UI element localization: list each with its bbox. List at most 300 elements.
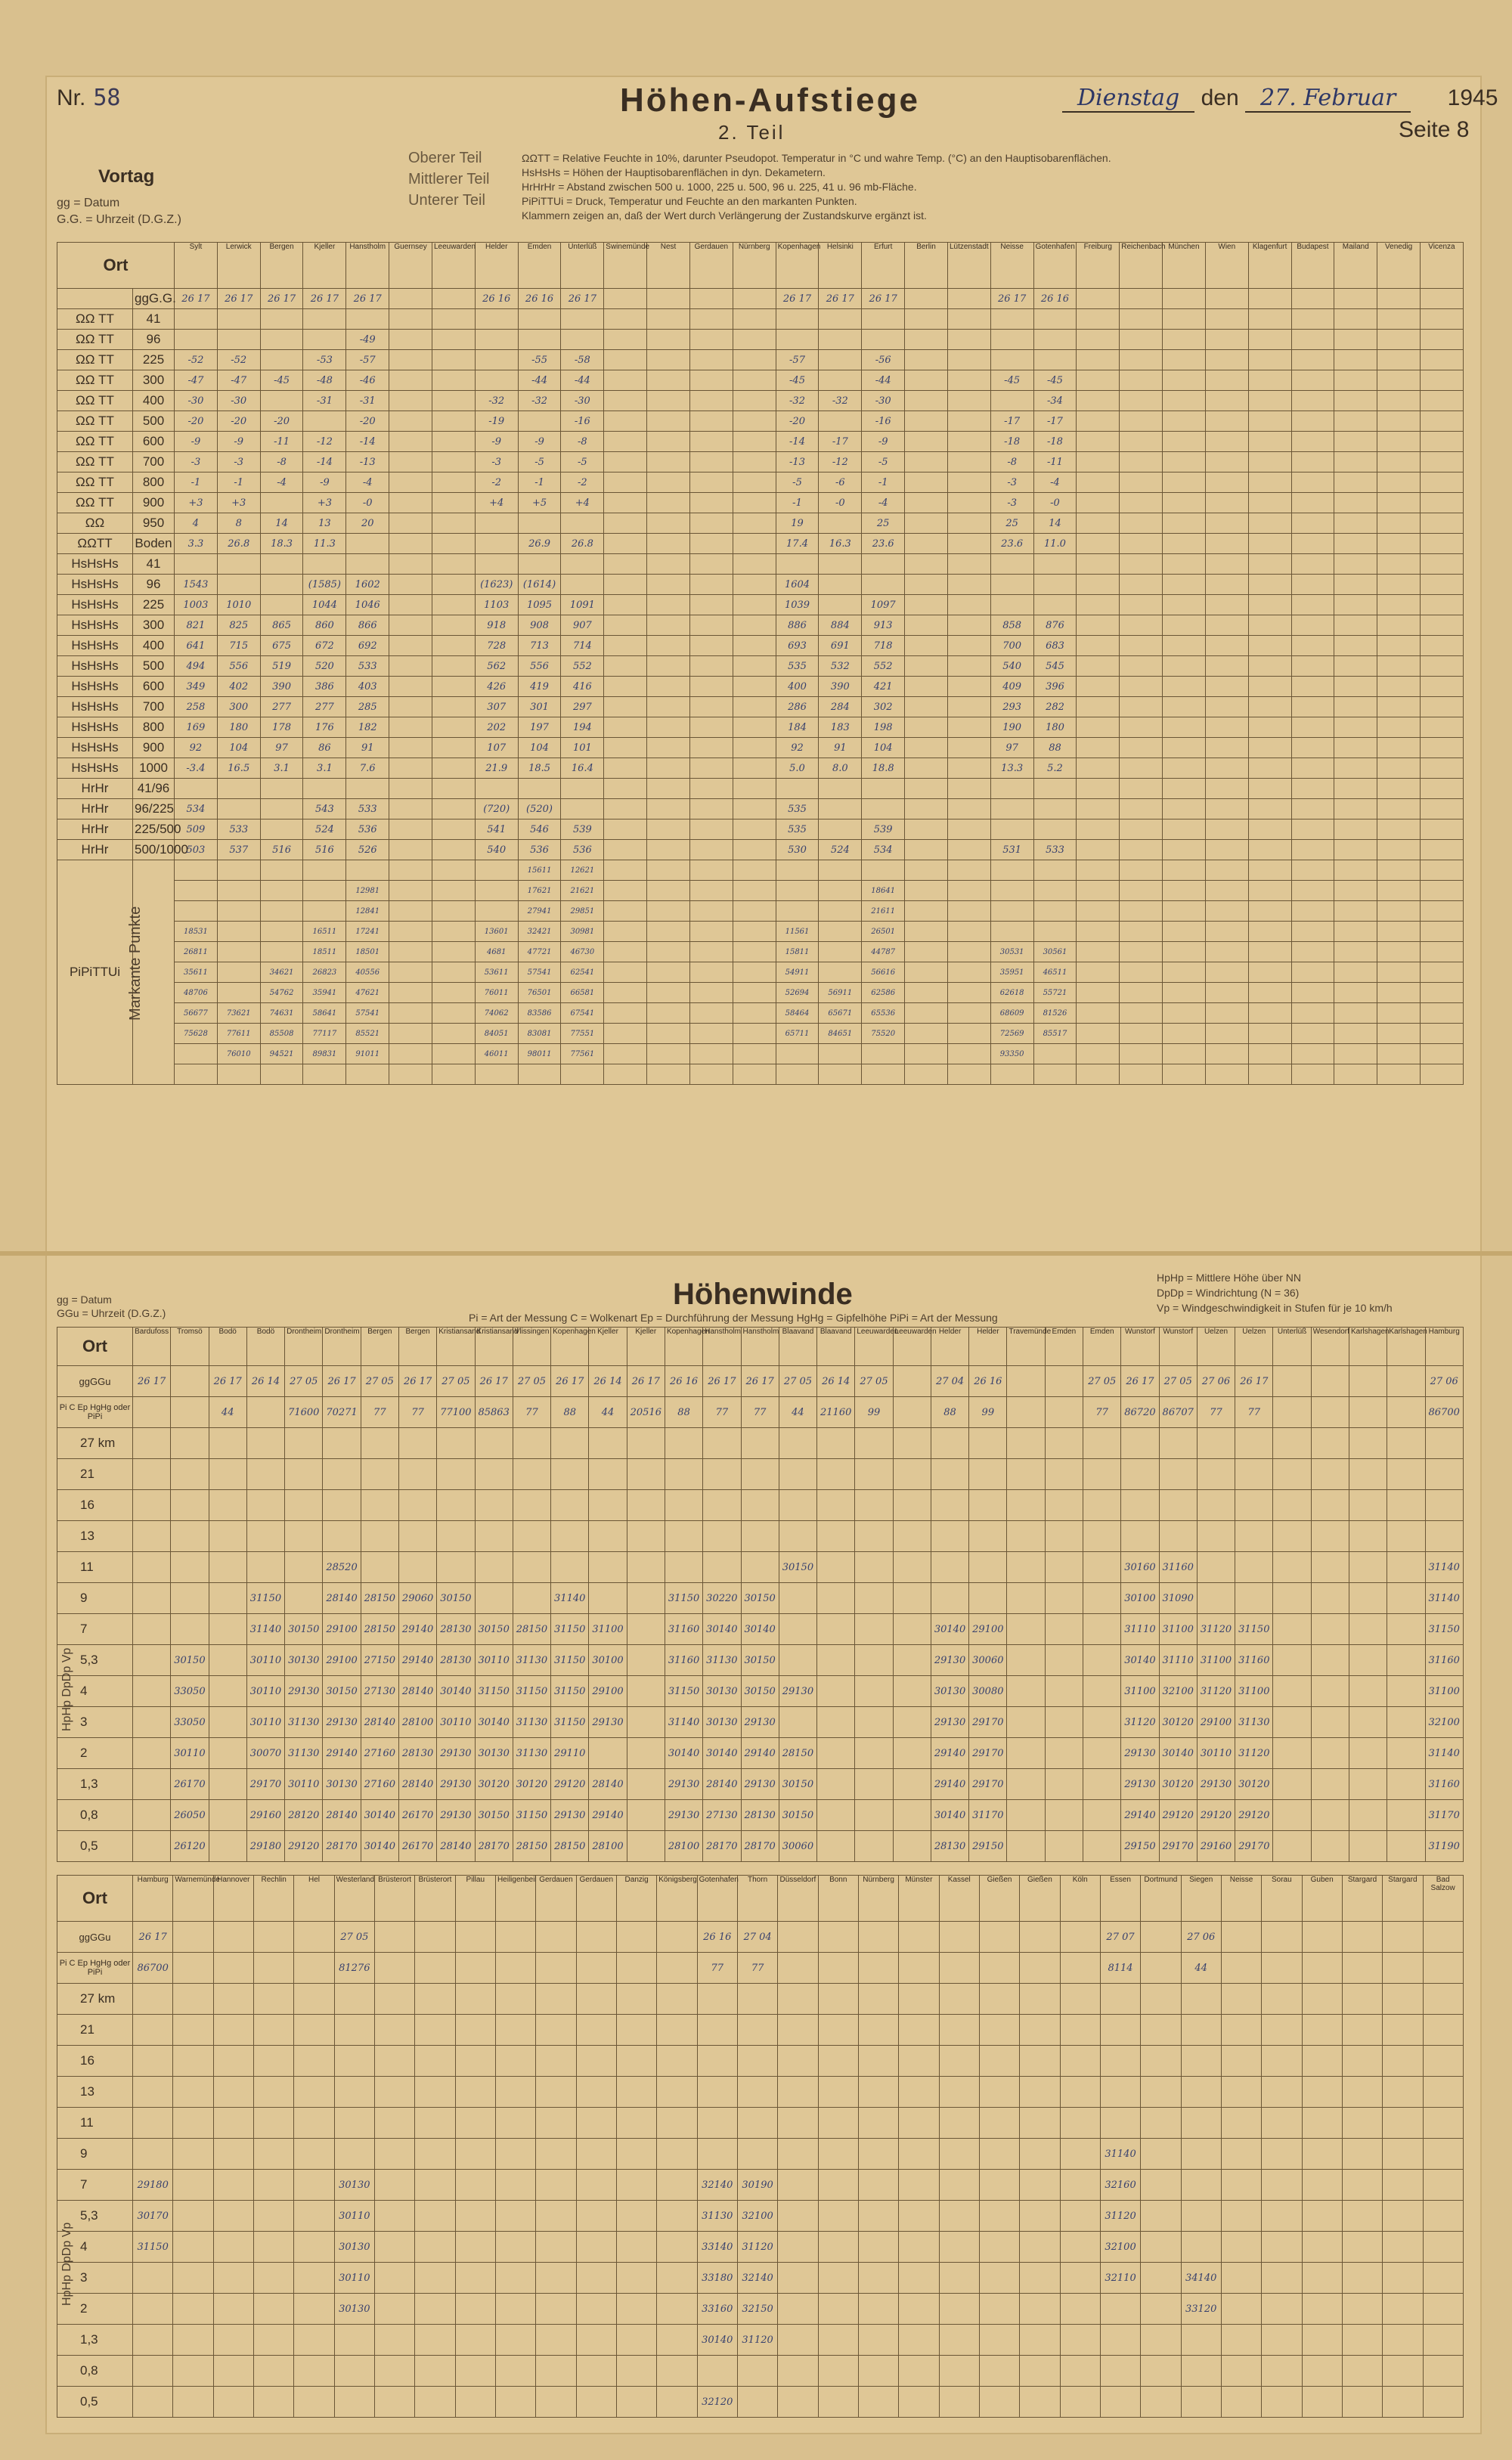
- data-cell: [415, 1984, 455, 2015]
- data-cell: [1423, 2170, 1463, 2201]
- data-cell: 5.0: [776, 758, 819, 779]
- data-cell: 30150: [285, 1614, 323, 1645]
- city-header: Bardufoss: [133, 1328, 171, 1366]
- data-cell: [1349, 1428, 1387, 1459]
- data-cell: [1120, 554, 1163, 575]
- data-cell: [175, 901, 218, 922]
- data-cell: [1342, 1922, 1382, 1953]
- data-cell: [576, 2170, 616, 2201]
- data-cell: 918: [475, 615, 518, 636]
- winde-legend-right: [1157, 1270, 1393, 1315]
- data-cell: [1383, 2139, 1423, 2170]
- data-cell: 31130: [513, 1645, 550, 1676]
- data-cell: [374, 2108, 414, 2139]
- data-cell: [1020, 2325, 1060, 2356]
- data-cell: [1291, 860, 1334, 881]
- data-cell: -32: [518, 391, 561, 411]
- data-cell: [1120, 697, 1163, 717]
- data-cell: -14: [776, 432, 819, 452]
- data-cell: [1120, 779, 1163, 799]
- data-cell: [1083, 1428, 1121, 1459]
- data-cell: [133, 1769, 171, 1800]
- data-cell: +3: [303, 493, 346, 513]
- data-cell: [817, 1769, 855, 1800]
- data-cell: -8: [561, 432, 604, 452]
- data-cell: [1060, 2015, 1100, 2046]
- data-cell: [1349, 1366, 1387, 1397]
- data-cell: [657, 1922, 697, 1953]
- data-cell: 908: [518, 615, 561, 636]
- data-cell: [931, 1428, 968, 1459]
- data-cell: [733, 779, 776, 799]
- data-cell: 84051: [475, 1024, 518, 1044]
- data-cell: 641: [175, 636, 218, 656]
- data-cell: 77100: [437, 1397, 475, 1428]
- data-cell: [905, 677, 948, 697]
- data-cell: [858, 2077, 898, 2108]
- data-cell: [1083, 1614, 1121, 1645]
- data-cell: [217, 962, 260, 983]
- data-cell: [173, 2263, 213, 2294]
- data-cell: [905, 758, 948, 779]
- data-cell: [432, 289, 475, 309]
- data-cell: [899, 2077, 939, 2108]
- city-header: Vicenza: [1421, 243, 1464, 289]
- data-cell: [1377, 799, 1421, 819]
- data-cell: [1020, 2077, 1060, 2108]
- data-cell: [689, 534, 733, 554]
- data-cell: [818, 2046, 858, 2077]
- data-cell: [1159, 1428, 1197, 1459]
- data-cell: [1387, 1676, 1425, 1707]
- data-cell: [604, 901, 647, 922]
- data-cell: [1377, 513, 1421, 534]
- data-cell: 400: [776, 677, 819, 697]
- data-cell: 715: [217, 636, 260, 656]
- data-cell: [561, 779, 604, 799]
- data-cell: 88: [931, 1397, 968, 1428]
- row-level-label: 41: [133, 554, 175, 575]
- data-cell: 545: [1033, 656, 1077, 677]
- data-cell: [133, 2077, 173, 2108]
- data-cell: [1163, 942, 1206, 962]
- data-cell: [1120, 636, 1163, 656]
- data-cell: [1077, 758, 1120, 779]
- data-cell: [1291, 962, 1334, 983]
- data-cell: [862, 575, 905, 595]
- table-row: [57, 534, 1464, 554]
- data-cell: [733, 330, 776, 350]
- data-cell: 28150: [551, 1831, 589, 1862]
- data-cell: [1120, 370, 1163, 391]
- data-cell: [733, 636, 776, 656]
- data-cell: 27 05: [285, 1366, 323, 1397]
- data-cell: [817, 1428, 855, 1459]
- data-cell: [1334, 860, 1377, 881]
- data-cell: [217, 575, 260, 595]
- data-cell: [437, 1459, 475, 1490]
- data-cell: -20: [217, 411, 260, 432]
- data-cell: [1349, 1397, 1387, 1428]
- data-cell: 30100: [1121, 1583, 1159, 1614]
- data-cell: [1377, 595, 1421, 615]
- data-cell: [733, 881, 776, 901]
- data-cell: [689, 472, 733, 493]
- data-cell: [1421, 330, 1464, 350]
- data-cell: [415, 2325, 455, 2356]
- data-cell: [1273, 1769, 1311, 1800]
- data-cell: [437, 1552, 475, 1583]
- data-cell: [246, 1397, 284, 1428]
- data-cell: [1248, 779, 1291, 799]
- data-cell: [1235, 1552, 1273, 1583]
- data-cell: [1311, 1707, 1349, 1738]
- data-cell: [213, 2232, 253, 2263]
- data-cell: 46011: [475, 1044, 518, 1064]
- data-cell: [604, 330, 647, 350]
- city-header: Wunstorf: [1121, 1328, 1159, 1366]
- data-cell: 29100: [323, 1614, 361, 1645]
- data-cell: [947, 411, 990, 432]
- data-cell: [947, 452, 990, 472]
- data-cell: [1077, 472, 1120, 493]
- data-cell: [1334, 697, 1377, 717]
- data-cell: [1120, 1044, 1163, 1064]
- data-cell: [616, 2170, 656, 2201]
- data-cell: [1421, 717, 1464, 738]
- data-cell: [1007, 1800, 1045, 1831]
- data-cell: 1095: [518, 595, 561, 615]
- row-group-label: HsHsHs: [57, 554, 133, 575]
- data-cell: [689, 738, 733, 758]
- data-cell: [1383, 2356, 1423, 2387]
- data-cell: 75628: [175, 1024, 218, 1044]
- data-cell: 1003: [175, 595, 218, 615]
- data-cell: [432, 493, 475, 513]
- data-cell: [1377, 779, 1421, 799]
- data-cell: [862, 330, 905, 350]
- data-cell: [576, 2201, 616, 2232]
- legend-text: [522, 151, 1111, 223]
- data-cell: [455, 2077, 495, 2108]
- data-cell: [817, 1614, 855, 1645]
- data-cell: [346, 860, 389, 881]
- data-cell: [1262, 2139, 1302, 2170]
- data-cell: [947, 922, 990, 942]
- table-row: [57, 2232, 1464, 2263]
- data-cell: [1120, 493, 1163, 513]
- data-cell: [495, 1922, 535, 1953]
- data-cell: [1349, 1831, 1387, 1862]
- data-cell: [1141, 2356, 1181, 2387]
- data-cell: [536, 2263, 576, 2294]
- data-cell: 52694: [776, 983, 819, 1003]
- data-cell: [1045, 1459, 1083, 1490]
- data-cell: [990, 860, 1033, 881]
- data-cell: [931, 1490, 968, 1521]
- data-cell: [689, 799, 733, 819]
- data-cell: [741, 1552, 779, 1583]
- data-cell: [899, 2046, 939, 2077]
- data-cell: [1291, 799, 1334, 819]
- data-cell: [133, 1984, 173, 2015]
- data-cell: [819, 575, 862, 595]
- data-cell: [213, 2170, 253, 2201]
- data-cell: [213, 1922, 253, 1953]
- data-cell: [1205, 493, 1248, 513]
- data-cell: [1425, 1521, 1463, 1552]
- data-cell: [1425, 1428, 1463, 1459]
- data-cell: [858, 2232, 898, 2263]
- city-header: Brüsterort: [415, 1876, 455, 1922]
- data-cell: [303, 330, 346, 350]
- data-cell: [389, 472, 432, 493]
- data-cell: [647, 799, 690, 819]
- data-cell: [1033, 575, 1077, 595]
- data-cell: [389, 656, 432, 677]
- data-cell: 14: [260, 513, 303, 534]
- data-cell: [627, 1583, 665, 1614]
- data-cell: 8114: [1100, 1953, 1140, 1984]
- data-cell: [536, 1922, 576, 1953]
- row-level-label: 1000: [133, 758, 175, 779]
- data-cell: [647, 289, 690, 309]
- data-cell: 30140: [361, 1800, 398, 1831]
- data-cell: [1334, 942, 1377, 962]
- data-cell: [855, 1552, 893, 1583]
- data-cell: [334, 2108, 374, 2139]
- data-cell: [1334, 370, 1377, 391]
- data-cell: [346, 534, 389, 554]
- data-cell: [1248, 554, 1291, 575]
- data-cell: [1221, 2325, 1261, 2356]
- data-cell: [1121, 1490, 1159, 1521]
- data-cell: -14: [346, 432, 389, 452]
- data-cell: [604, 860, 647, 881]
- data-cell: [1007, 1738, 1045, 1769]
- data-cell: -47: [175, 370, 218, 391]
- data-cell: [990, 881, 1033, 901]
- data-cell: [1141, 2170, 1181, 2201]
- data-cell: 29130: [931, 1645, 968, 1676]
- pc-row: [57, 1953, 1464, 1984]
- table-row: [57, 922, 1464, 942]
- data-cell: [647, 493, 690, 513]
- data-cell: [1007, 1552, 1045, 1583]
- data-cell: [1248, 983, 1291, 1003]
- data-cell: [776, 881, 819, 901]
- data-cell: [1083, 1552, 1121, 1583]
- city-header: Wesendorf: [1311, 1328, 1349, 1366]
- data-cell: [1060, 2294, 1100, 2325]
- data-cell: [1205, 472, 1248, 493]
- data-cell: [1262, 2356, 1302, 2387]
- data-cell: 91: [346, 738, 389, 758]
- level-label: 7: [57, 1614, 133, 1645]
- data-cell: 29100: [589, 1676, 627, 1707]
- data-cell: [905, 411, 948, 432]
- data-cell: 30110: [285, 1769, 323, 1800]
- data-cell: [260, 799, 303, 819]
- data-cell: [1163, 595, 1206, 615]
- data-cell: [1248, 922, 1291, 942]
- data-cell: 70271: [323, 1397, 361, 1428]
- data-cell: [303, 881, 346, 901]
- data-cell: [475, 309, 518, 330]
- data-cell: 77: [703, 1397, 741, 1428]
- data-cell: [627, 1459, 665, 1490]
- data-cell: [495, 2046, 535, 2077]
- data-cell: [1045, 1366, 1083, 1397]
- data-cell: [1291, 901, 1334, 922]
- data-cell: 65671: [819, 1003, 862, 1024]
- data-cell: [455, 2108, 495, 2139]
- city-header: Klagenfurt: [1248, 243, 1291, 289]
- data-cell: [1120, 452, 1163, 472]
- data-cell: [1141, 2263, 1181, 2294]
- data-cell: 26120: [171, 1831, 209, 1862]
- data-cell: [213, 2356, 253, 2387]
- table-row: [57, 758, 1464, 779]
- data-cell: [1248, 289, 1291, 309]
- data-cell: [1163, 350, 1206, 370]
- data-cell: [475, 860, 518, 881]
- data-cell: [1060, 2170, 1100, 2201]
- data-cell: [536, 1984, 576, 2015]
- data-cell: [657, 2387, 697, 2418]
- data-cell: 29150: [1121, 1831, 1159, 1862]
- data-cell: 31140: [665, 1707, 702, 1738]
- data-cell: 4681: [475, 942, 518, 962]
- level-label: 13: [57, 1521, 133, 1552]
- data-cell: [260, 1064, 303, 1085]
- data-cell: [518, 411, 561, 432]
- data-cell: 26 14: [246, 1366, 284, 1397]
- data-cell: [133, 2356, 173, 2387]
- data-cell: [778, 1922, 818, 1953]
- data-cell: 300: [217, 697, 260, 717]
- data-cell: [260, 350, 303, 370]
- data-cell: [576, 2294, 616, 2325]
- data-cell: [1349, 1459, 1387, 1490]
- data-cell: -1: [518, 472, 561, 493]
- data-cell: [899, 2263, 939, 2294]
- data-cell: [589, 1583, 627, 1614]
- data-cell: [905, 554, 948, 575]
- data-cell: [741, 1459, 779, 1490]
- data-cell: 29170: [1235, 1831, 1273, 1862]
- data-cell: 31110: [1159, 1645, 1197, 1676]
- data-cell: [1141, 2387, 1181, 2418]
- data-cell: 536: [346, 819, 389, 840]
- row-level-label: 900: [133, 493, 175, 513]
- data-cell: [1248, 452, 1291, 472]
- data-cell: 31100: [1425, 1676, 1463, 1707]
- data-cell: [1020, 2201, 1060, 2232]
- data-cell: 28100: [665, 1831, 702, 1862]
- data-cell: 534: [175, 799, 218, 819]
- row-level-label: 96: [133, 330, 175, 350]
- data-cell: [133, 2139, 173, 2170]
- data-cell: 40556: [346, 962, 389, 983]
- data-cell: [939, 2015, 979, 2046]
- data-cell: [819, 370, 862, 391]
- data-cell: [303, 860, 346, 881]
- data-cell: 27 06: [1197, 1366, 1235, 1397]
- data-cell: [969, 1459, 1007, 1490]
- data-cell: [855, 1676, 893, 1707]
- data-cell: -58: [561, 350, 604, 370]
- data-cell: [1077, 860, 1120, 881]
- data-cell: [1421, 370, 1464, 391]
- data-cell: [689, 309, 733, 330]
- data-cell: [1120, 717, 1163, 738]
- data-cell: [627, 1490, 665, 1521]
- data-cell: [1248, 799, 1291, 819]
- data-cell: 30531: [990, 942, 1033, 962]
- data-cell: -14: [303, 452, 346, 472]
- data-cell: [689, 636, 733, 656]
- data-cell: [217, 901, 260, 922]
- data-cell: [689, 391, 733, 411]
- data-cell: 202: [475, 717, 518, 738]
- data-cell: [1377, 677, 1421, 697]
- data-cell: [1163, 677, 1206, 697]
- data-cell: [1387, 1800, 1425, 1831]
- data-cell: [133, 2387, 173, 2418]
- data-cell: -52: [175, 350, 218, 370]
- data-cell: 28130: [741, 1800, 779, 1831]
- data-cell: [627, 1769, 665, 1800]
- data-cell: [737, 2387, 777, 2418]
- data-cell: [778, 2294, 818, 2325]
- data-cell: [733, 717, 776, 738]
- data-cell: [253, 2170, 293, 2201]
- row-level-label: 500: [133, 656, 175, 677]
- data-cell: 31170: [1425, 1800, 1463, 1831]
- data-cell: [1045, 1707, 1083, 1738]
- data-cell: [1423, 2356, 1463, 2387]
- data-cell: [1377, 350, 1421, 370]
- data-cell: [133, 1397, 171, 1428]
- legend-line: GGu = Uhrzeit (D.G.Z.): [57, 1307, 166, 1319]
- data-cell: [647, 1024, 690, 1044]
- data-cell: [294, 2325, 334, 2356]
- city-header: Venedig: [1377, 243, 1421, 289]
- data-cell: 55721: [1033, 983, 1077, 1003]
- data-cell: [1083, 1521, 1121, 1552]
- level-label: 1,3: [57, 1769, 133, 1800]
- data-cell: 29140: [1121, 1800, 1159, 1831]
- data-cell: [1020, 2263, 1060, 2294]
- data-cell: [947, 840, 990, 860]
- data-cell: [733, 799, 776, 819]
- data-cell: [536, 2046, 576, 2077]
- data-cell: 713: [518, 636, 561, 656]
- data-cell: [733, 983, 776, 1003]
- data-cell: [604, 432, 647, 452]
- data-cell: [173, 2201, 213, 2232]
- data-cell: 74631: [260, 1003, 303, 1024]
- data-cell: [855, 1490, 893, 1521]
- data-cell: [1181, 2077, 1221, 2108]
- data-cell: [1045, 1831, 1083, 1862]
- data-cell: 536: [518, 840, 561, 860]
- data-cell: [1205, 575, 1248, 595]
- data-cell: [1421, 942, 1464, 962]
- data-cell: [303, 411, 346, 432]
- data-cell: [931, 1521, 968, 1552]
